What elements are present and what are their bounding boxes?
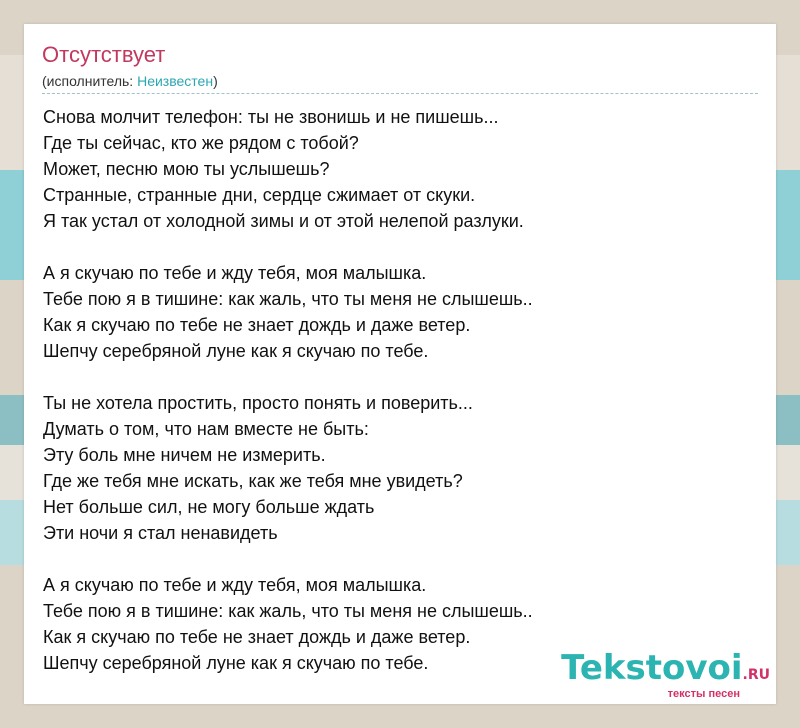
logo-name: Tekstovoi bbox=[561, 648, 743, 688]
site-logo[interactable] bbox=[561, 649, 770, 700]
lyric-line: Где же тебя мне искать, как же тебя мне увидеть? bbox=[43, 471, 463, 491]
lyric-line: Как я скучаю по тебе не знает дождь и даже ветер. bbox=[43, 627, 471, 647]
lyric-line: А я скучаю по тебе и жду тебя, моя малышка. bbox=[43, 575, 427, 595]
lyric-line: Я так устал от холодной зимы и от этой нелепой разлуки. bbox=[43, 211, 524, 231]
lyric-line: Снова молчит телефон: ты не звонишь и не пишешь... bbox=[43, 107, 499, 127]
lyric-line: Шепчу серебряной луне как я скучаю по тебе. bbox=[43, 653, 429, 673]
stanza-gap bbox=[43, 364, 533, 390]
lyric-line: Нет больше сил, не могу больше ждать bbox=[43, 497, 375, 517]
lyric-line: Тебе пою я в тишине: как жаль, что ты меня не слышешь.. bbox=[43, 601, 533, 621]
lyric-line: Ты не хотела простить, просто понять и поверить... bbox=[43, 393, 473, 413]
title-divider bbox=[42, 93, 758, 94]
lyrics-text bbox=[43, 104, 533, 676]
song-title: Отсутствует bbox=[42, 42, 166, 67]
artist-link[interactable]: Неизвестен bbox=[137, 73, 214, 89]
lyric-line: Странные, странные дни, сердце сжимает от скуки. bbox=[43, 185, 476, 205]
lyric-line: Думать о том, что нам вместе не быть: bbox=[43, 419, 369, 439]
artist-prefix: (исполнитель: bbox=[42, 73, 138, 89]
lyric-line: А я скучаю по тебе и жду тебя, моя малышка. bbox=[43, 263, 427, 283]
lyric-line: Эту боль мне ничем не измерить. bbox=[43, 445, 326, 465]
logo-tld: .RU bbox=[742, 667, 770, 683]
lyric-line: Где ты сейчас, кто же рядом с тобой? bbox=[43, 133, 359, 153]
lyric-line: Может, песню мою ты услышешь? bbox=[43, 159, 330, 179]
lyrics-card bbox=[24, 24, 776, 704]
lyric-line: Как я скучаю по тебе не знает дождь и даже ветер. bbox=[43, 315, 471, 335]
logo-tagline: тексты песен bbox=[667, 688, 740, 700]
lyric-line: Тебе пою я в тишине: как жаль, что ты меня не слышешь.. bbox=[43, 289, 533, 309]
lyric-line: Эти ночи я стал ненавидеть bbox=[43, 523, 278, 543]
stanza-gap bbox=[43, 234, 533, 260]
lyric-line: Шепчу серебряной луне как я скучаю по тебе. bbox=[43, 341, 429, 361]
artist-line bbox=[42, 73, 218, 89]
stanza-gap bbox=[43, 546, 533, 572]
artist-suffix: ) bbox=[213, 73, 218, 89]
